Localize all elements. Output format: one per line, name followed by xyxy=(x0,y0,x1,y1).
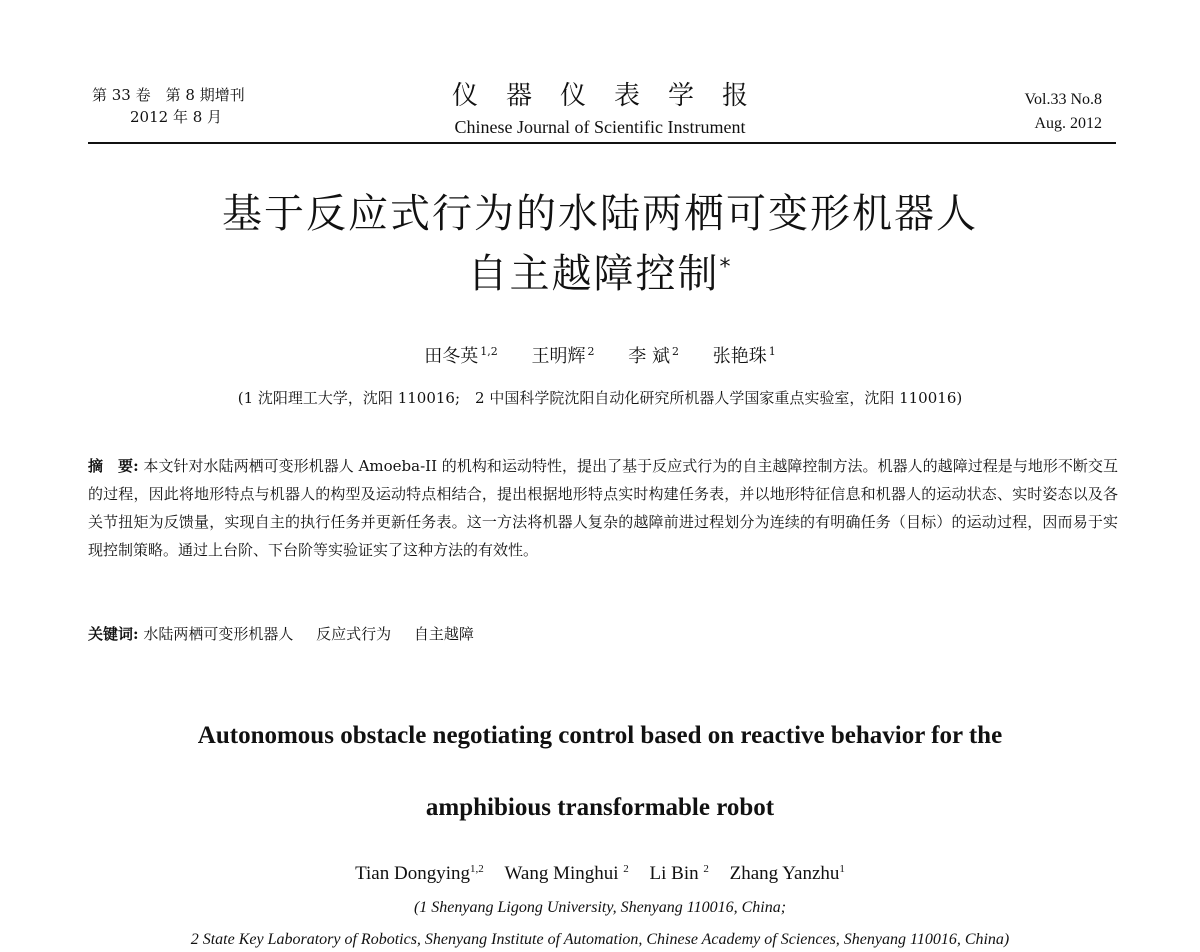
author-en: Zhang Yanzhu$^1$ xyxy=(729,863,845,884)
abstract-cn xyxy=(88,452,1118,564)
keyword: 水陆两栖可变形机器人 xyxy=(143,625,294,643)
abstract-label: 摘 要: xyxy=(88,457,139,475)
affiliation-en-2: 2 State Key Laboratory of Robotics, Shenyang Institute of Automation, Chinese Academy of Sciences, Shenyang 110016, China) xyxy=(190,931,1010,948)
authors-cn xyxy=(0,345,1200,369)
journal-header xyxy=(0,80,1200,138)
date-cn: 2012 年 8 月 xyxy=(130,108,223,126)
authors-en xyxy=(0,862,1200,886)
author-en: Tian Dongying$^{1,2}$ xyxy=(355,863,484,884)
keyword: 反应式行为 xyxy=(316,625,392,643)
volume-issue-cn: 第 33 卷 第 8 期增刊 xyxy=(92,86,245,104)
author-cn: 李 斌 $^2$ xyxy=(628,345,679,367)
keyword: 自主越障 xyxy=(413,625,474,643)
author-cn: 田冬英 $^{1,2}$ xyxy=(424,345,498,367)
journal-name-en: Chinese Journal of Scientific Instrument xyxy=(454,117,746,137)
keywords-cn xyxy=(88,620,492,648)
title-en-line2: amphibious transformable robot xyxy=(425,794,775,821)
title-en xyxy=(0,700,1200,844)
title-cn xyxy=(0,184,1200,304)
affiliation-en-1: (1 Shenyang Ligong University, Shenyang 110016, China; xyxy=(413,899,787,916)
abstract-text: 本文针对水陆两栖可变形机器人 Amoeba-II 的机构和运动特性，提出了基于反应式行为的自主越障控制方法。机器人的越障过程是与地形不断交互的过程，因此将地形特点与机器人的构型及运动特点相结合，提出根据地形特点实时构建任务表，并以地形特征信息和机器人的运动状态、实时姿态以及各关节扭矩为反馈量，实现自主的执行任务并更新任务表。这一方法将机器人复杂的越障前进过程划分为连续的有明确任务（目标）的运动过程，因而易于实现控制策略。通过上台阶、下台阶等实验证实了这种方法的有效性。 xyxy=(88,457,1118,559)
author-en: Wang Minghui $^2$ xyxy=(504,863,629,884)
date-en: Aug. 2012 xyxy=(1034,115,1102,132)
affiliation-cn: (1 沈阳理工大学，沈阳 110016; 2 中国科学院沈阳自动化研究所机器人学国家重点实验室，沈阳 110016) xyxy=(237,389,963,407)
author-cn: 张艳珠 $^1$ xyxy=(712,345,776,367)
volume-issue-en: Vol.33 No.8 xyxy=(1024,91,1102,108)
header-divider xyxy=(88,142,1116,144)
header-right xyxy=(1025,88,1103,136)
keywords-label: 关键词: xyxy=(88,625,139,643)
title-footnote-mark: * xyxy=(719,255,733,280)
title-cn-line2: 自主越障控制 xyxy=(467,251,720,297)
title-en-line1: Autonomous obstacle negotiating control based on reactive behavior for the xyxy=(197,722,1003,749)
author-en: Li Bin $^2$ xyxy=(649,863,709,884)
journal-name-cn: 仪器仪表学报 xyxy=(451,81,776,111)
author-cn: 王明辉 $^2$ xyxy=(531,345,595,367)
title-cn-line1: 基于反应式行为的水陆两栖可变形机器人 xyxy=(222,191,978,237)
